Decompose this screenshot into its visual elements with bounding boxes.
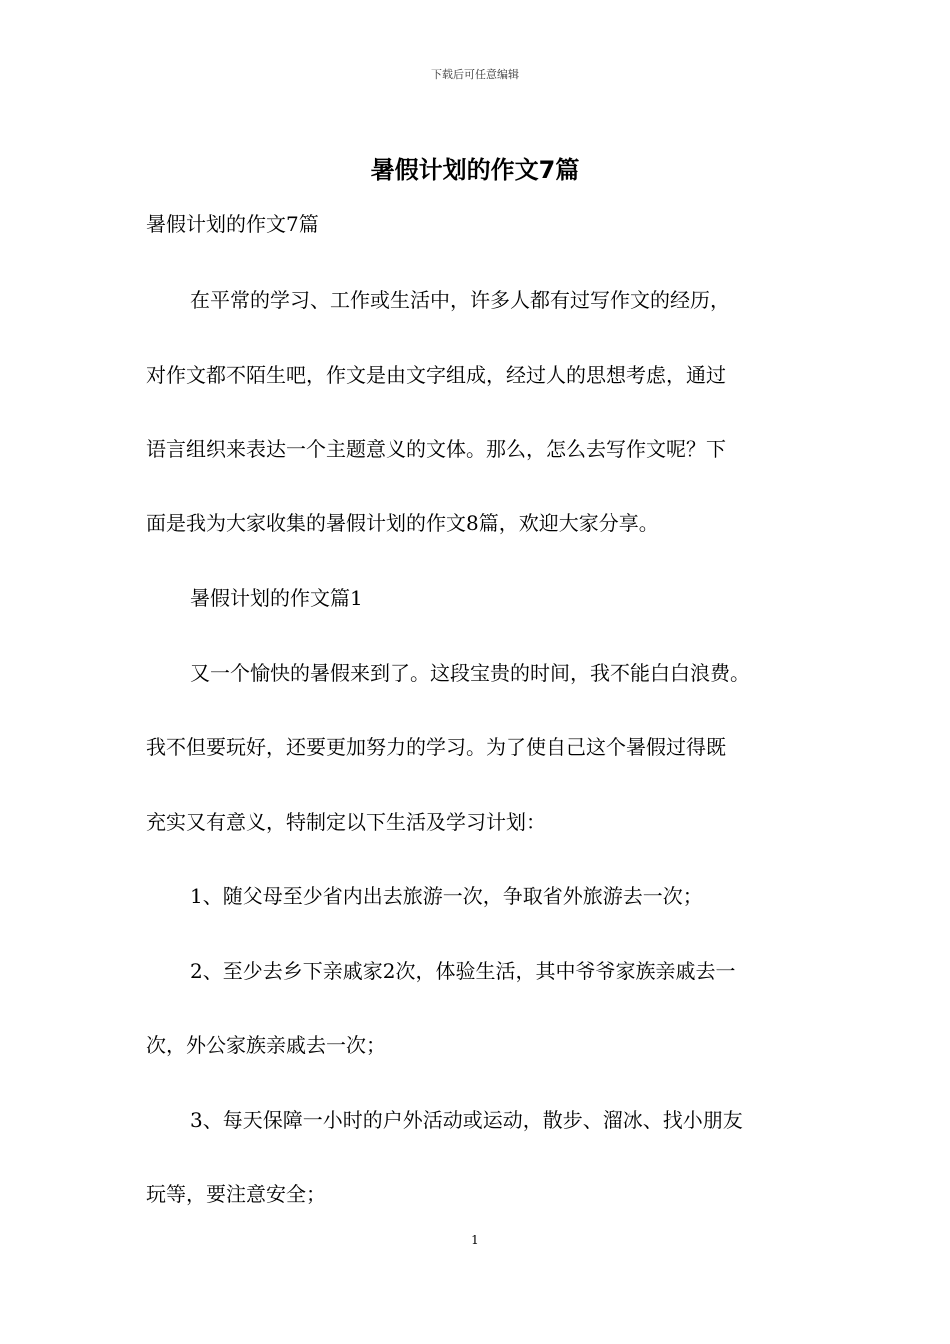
document-title: 暑假计划的作文7篇 — [370, 156, 580, 184]
list-item-continuation: 次，外公家族亲戚去一次； — [146, 1033, 386, 1057]
paragraph-line: 对作文都不陌生吧，作文是由文字组成，经过人的思想考虑，通过 — [146, 363, 726, 387]
section-heading: 暑假计划的作文篇1 — [190, 586, 363, 610]
list-item-continuation: 玩等，要注意安全； — [146, 1182, 326, 1206]
list-item: 2、至少去乡下亲戚家2次，体验生活，其中爷爷家族亲戚去一 — [190, 959, 736, 983]
list-item: 3、每天保障一小时的户外活动或运动，散步、溜冰、找小朋友 — [190, 1108, 743, 1132]
paragraph-line: 充实又有意义，特制定以下生活及学习计划： — [146, 810, 546, 834]
list-item: 1、随父母至少省内出去旅游一次，争取省外旅游去一次； — [190, 884, 703, 908]
page-number: 1 — [471, 1233, 479, 1247]
page-header: 下载后可任意编辑 — [431, 68, 519, 81]
paragraph-line: 又一个愉快的暑假来到了。这段宝贵的时间，我不能白白浪费。 — [190, 661, 750, 685]
paragraph-line: 在平常的学习、工作或生活中，许多人都有过写作文的经历， — [190, 288, 730, 312]
paragraph-line: 语言组织来表达一个主题意义的文体。那么，怎么去写作文呢？下 — [146, 437, 726, 461]
paragraph-line: 我不但要玩好，还要更加努力的学习。为了使自己这个暑假过得既 — [146, 735, 726, 759]
paragraph-line: 面是我为大家收集的暑假计划的作文8篇，欢迎大家分享。 — [146, 511, 659, 535]
subtitle-line: 暑假计划的作文7篇 — [146, 212, 319, 236]
